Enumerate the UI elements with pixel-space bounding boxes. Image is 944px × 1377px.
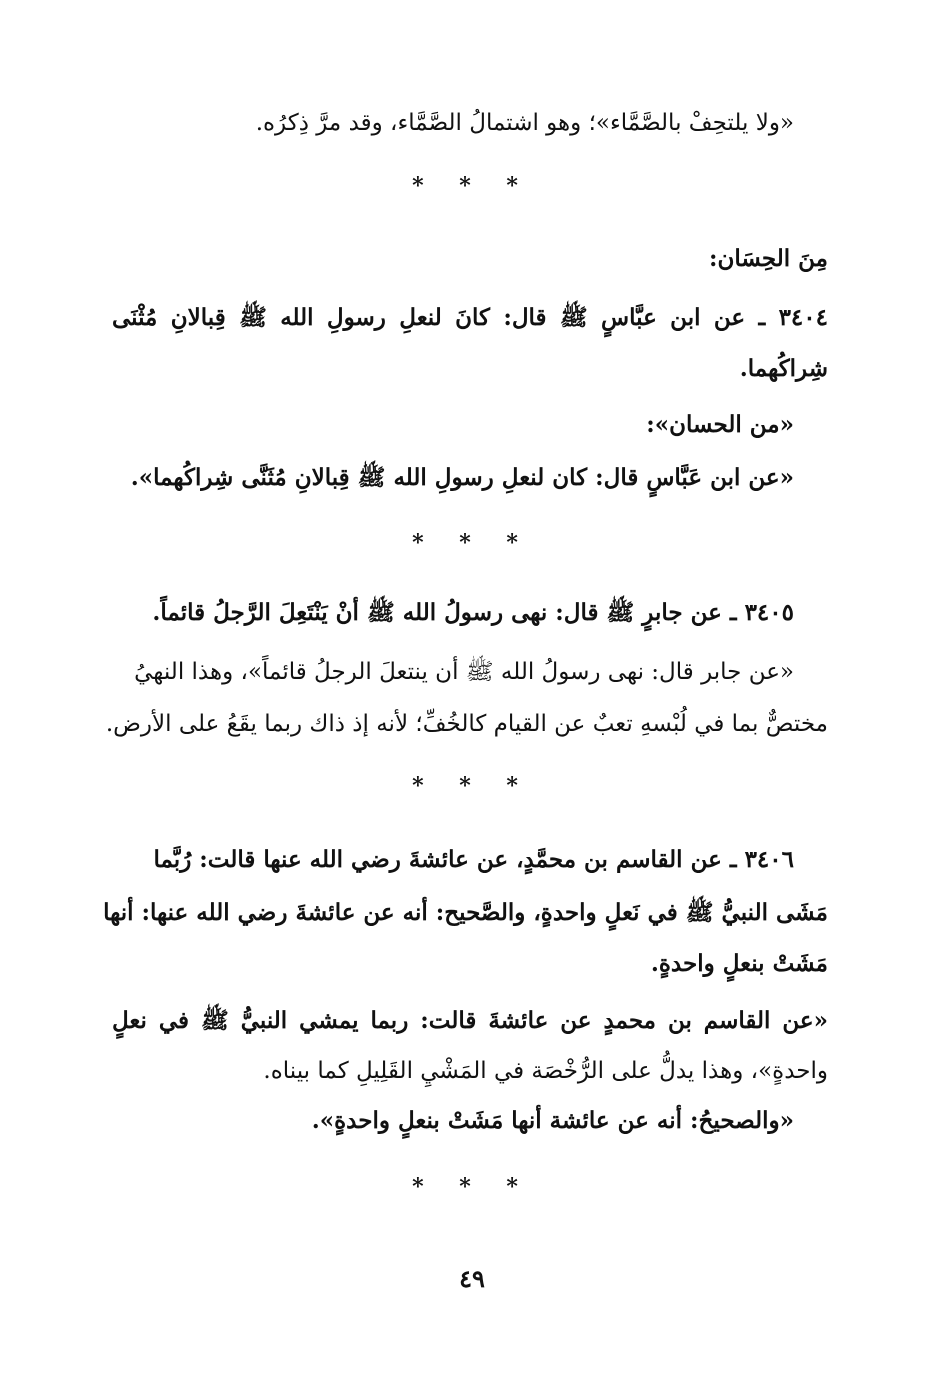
separator-4: * * * bbox=[412, 1174, 532, 1200]
section-heading: مِنَ الحِسَان: bbox=[709, 245, 828, 272]
hadith-3404-line-2: شِراكُهما. bbox=[739, 355, 828, 382]
hadith-3406-note-line-1: «عن القاسم بن محمدٍ عن عائشةَ قالت: ربما يمشي النبيُّ ﷺ في نعلٍ bbox=[112, 1007, 828, 1034]
hadith-3404-note-heading: «من الحسان»: bbox=[646, 411, 794, 438]
hadith-3404-line-1: ٣٤٠٤ ـ عن ابن عبَّاسٍ ﷺ قال: كانَ لنعلِ رسولِ الله ﷺ قِبالانِ مُثْنَى bbox=[112, 304, 828, 331]
hadith-3406-line-2: مَشَى النبيُّ ﷺ في نَعلٍ واحدةٍ، والصَّحيح: أنه عن عائشةَ رضي الله عنها: أنها bbox=[103, 899, 828, 926]
hadith-3405-note-line-2: مختصٌّ بما في لُبْسهِ تعبٌ عن القيام كالخُفِّ؛ لأنه إذ ذاك ربما يقَعُ على الأرض. bbox=[105, 711, 828, 737]
separator-2: * * * bbox=[412, 530, 532, 556]
hadith-3404-correction: «عن ابن عَبَّاسٍ قال: كان لنعلِ رسولِ الله ﷺ قِبالانِ مُثَنَّى شِراكُهما». bbox=[130, 464, 794, 491]
continuation-text: «ولا يلتحِفْ بالصَّمَّاء»؛ وهو اشتمالُ الصَّمَّاء، وقد مرَّ ذِكرُه. bbox=[255, 110, 794, 136]
separator-3: * * * bbox=[412, 773, 532, 799]
page-number: ٤٩ bbox=[459, 1264, 485, 1293]
hadith-3406-line-3: مَشَتْ بنعلٍ واحدةٍ. bbox=[650, 950, 828, 977]
hadith-3406-note-line-2: واحدةٍ»، وهذا يدلُّ على الرُّخْصَة في المَشْيِ القَلِيلِ كما بيناه. bbox=[263, 1058, 828, 1084]
hadith-3406-line-1: ٣٤٠٦ ـ عن القاسم بن محمَّدٍ، عن عائشةَ رضي الله عنها قالت: رُبَّما bbox=[153, 846, 794, 873]
hadith-3405-note-line-1: «عن جابر قال: نهى رسولُ الله ﷺ أن ينتعلَ الرجلُ قائماً»، وهذا النهيُ bbox=[134, 659, 794, 685]
hadith-3406-note-line-3: «والصحيحُ: أنه عن عائشة أنها مَشَتْ بنعلٍ واحدةٍ». bbox=[311, 1107, 794, 1134]
separator-1: * * * bbox=[412, 173, 532, 199]
hadith-3405-line-1: ٣٤٠٥ ـ عن جابرٍ ﷺ قال: نهى رسولُ الله ﷺ أنْ يَنْتَعِلَ الرَّجلُ قائماً. bbox=[152, 599, 794, 626]
